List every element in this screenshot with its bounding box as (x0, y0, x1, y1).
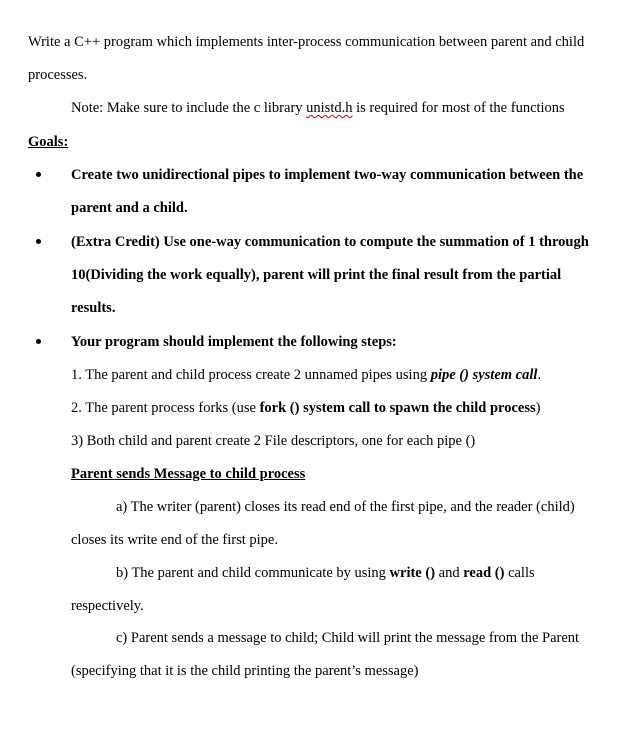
substep-b-suffix: calls (504, 565, 535, 581)
goal3-heading: Your program should implement the following steps: (71, 334, 397, 350)
substep-c-line-1: c) Parent sends a message to child; Child will print the message from the Parent (116, 630, 580, 646)
substep-a-line-1: a) The writer (parent) closes its read end of the first pipe, and the reader (child) (116, 499, 575, 515)
step-1-prefix: 1. The parent and child process create 2 unnamed pipes using (71, 367, 431, 383)
goal2-line-1: (Extra Credit) Use one-way communication to compute the summation of 1 through (71, 234, 589, 250)
bullet-icon (36, 239, 41, 244)
step-2-suffix: ) (535, 400, 541, 416)
intro-line-2: processes. (28, 67, 88, 83)
substep-b-and: and (435, 565, 464, 581)
bullet-icon (36, 172, 41, 177)
parent-section-heading: Parent sends Message to child process (71, 466, 306, 482)
step-1 (71, 366, 541, 384)
substep-b-line-1 (116, 564, 535, 582)
substep-b-read: read () (463, 565, 505, 581)
substep-b-line-2: respectively. (71, 598, 144, 614)
goal2-line-3: results. (71, 300, 116, 316)
substep-b-prefix: b) The parent and child communicate by using (116, 565, 390, 581)
step-1-emphasis: pipe () system call (430, 367, 538, 383)
step-1-suffix: . (537, 367, 542, 383)
goal1-line-1: Create two unidirectional pipes to implement two-way communication between the (71, 167, 584, 183)
note-library-name: unistd.h (306, 100, 353, 116)
goal2-line-2: 10(Dividing the work equally), parent will print the final result from the partial (71, 267, 562, 283)
intro-line-1: Write a C++ program which implements inter-process communication between parent and child (28, 34, 585, 50)
bullet-icon (36, 339, 41, 344)
step-2-prefix: 2. The parent process forks (use (71, 400, 260, 416)
note-suffix: is required for most of the functions (352, 100, 565, 116)
step-3: 3) Both child and parent create 2 File descriptors, one for each pipe () (71, 433, 476, 449)
substep-b-write: write () (389, 565, 436, 581)
note-prefix: Note: Make sure to include the c library (71, 100, 307, 116)
goals-heading: Goals: (28, 134, 69, 150)
goal1-line-2: parent and a child. (71, 200, 188, 216)
step-2 (71, 399, 540, 417)
step-2-emphasis: fork () system call to spawn the child process (259, 400, 536, 416)
substep-a-line-2: closes its write end of the first pipe. (71, 532, 278, 548)
substep-c-line-2: (specifying that it is the child printing the parent’s message) (71, 663, 419, 679)
note-line (71, 99, 565, 117)
